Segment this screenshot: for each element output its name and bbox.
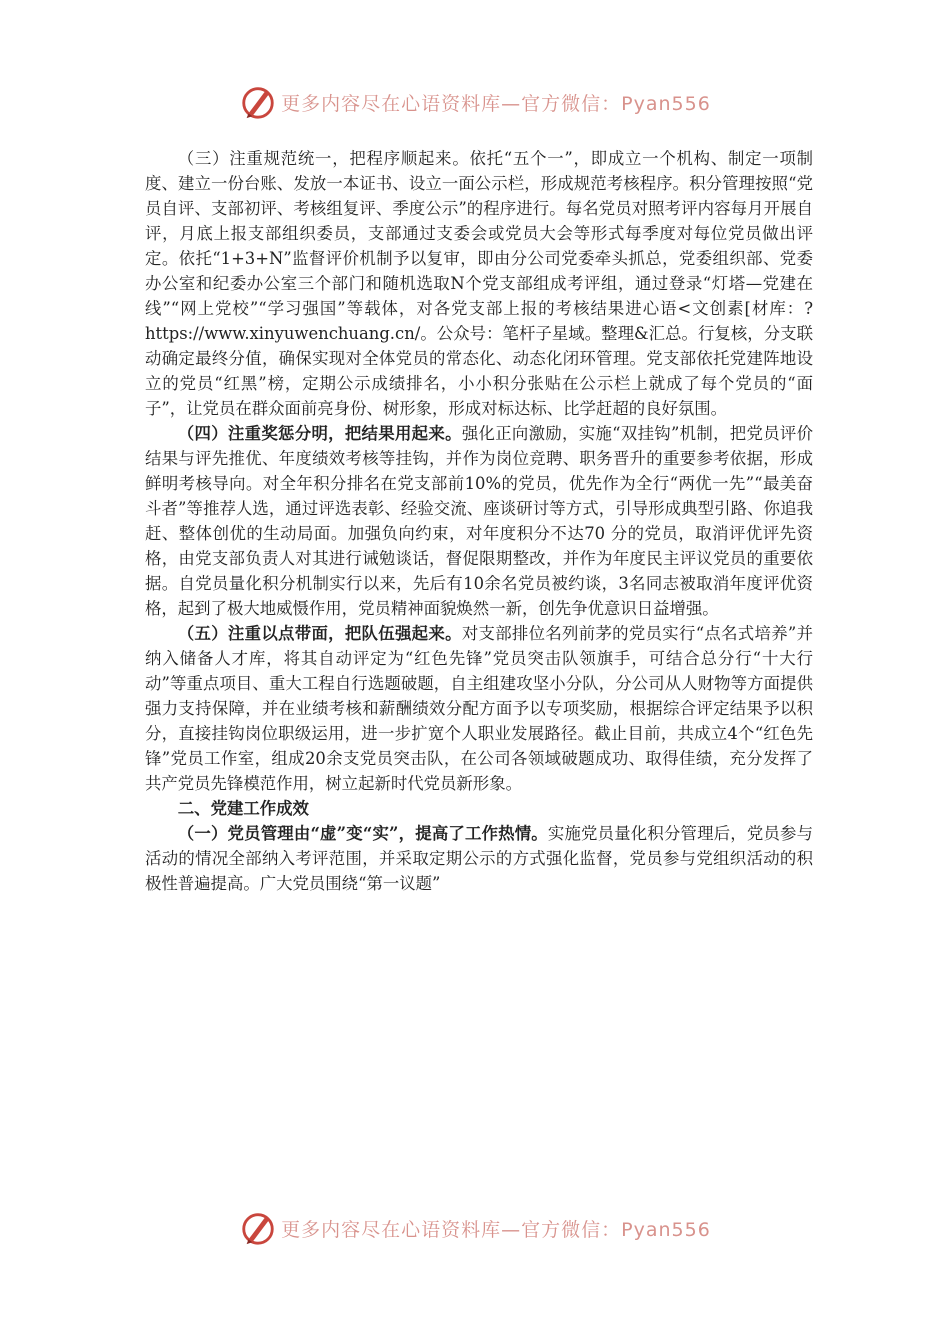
pen-logo-icon — [239, 83, 277, 121]
paragraph-lead: （五）注重以点带面，把队伍强起来。 — [177, 624, 462, 643]
paragraph-section-5 — [145, 621, 813, 796]
pen-logo-icon — [239, 1209, 277, 1247]
footer-banner — [0, 1208, 950, 1248]
paragraph-text: 实施党员量化积分管理后，党员参与活动的情况全部纳入考评范围，并采取定期公示的方式强化监督，党员参与党组织活动的积极性普遍提高。广大党员围绕“第一议题” — [145, 824, 813, 893]
footer-banner-text: 更多内容尽在心语资料库—官方微信：Pyan556 — [281, 1218, 711, 1241]
paragraph-text: （三）注重规范统一，把程序顺起来。依托“五个一”，即成立一个机构、制定一项制度、建立一份台账、发放一本证书、设立一面公示栏，形成规范考核程序。积分管理按照“党员自评、支部初评、考核组复评、季度公示”的程序进行。每名党员对照考评内容每月开展自评，月底上报支部组织委员，支部通过支委会或党员大会等形式每季度对每位党员做出评定。依托“1+3+N”监督评价机制予以复审，即由分公司党委牵头抓总，党委组织部、党委办公室和纪委办公室三个部门和随机选取N个党支部组成考评组，通过登录“灯塔—党建在线”“网上党校”“学习强国”等载体，对各党支部上报的考核结果进心语<文创素[材库：?https://www.xinyuwenchuang.cn/。公众号：笔杆子星域。整理&汇总。行复核，分支联动确定最终分值，确保实现对全体党员的常态化、动态化闭环管理。党支部依托党建阵地设立的党员“红黑”榜，定期公示成绩排名，小小积分张贴在公示栏上就成了每个党员的“面子”，让党员在群众面前亮身份、树形象，形成对标达标、比学赶超的良好氛围。 — [145, 149, 813, 418]
section-heading-2 — [145, 796, 813, 821]
paragraph-text: 对支部排位名列前茅的党员实行“点名式培养”并纳入储备人才库，将其自动评定为“红色先锋”党员突击队领旗手，可结合总分行“十大行动”等重点项目、重大工程自行选题破题，自主组建攻坚小分队，分公司从人财物等方面提供强力支持保障，并在业绩考核和薪酬绩效分配方面予以专项奖励，根据综合评定结果予以积分，直接挂钩岗位职级运用，进一步扩宽个人职业发展路径。截止目前，共成立4个“红色先锋”党员工作室，组成20余支党员突击队，在公司各领域破题成功、取得佳绩，充分发挥了共产党员先锋模范作用，树立起新时代党员新形象。 — [145, 624, 814, 793]
paragraph-lead: （四）注重奖惩分明，把结果用起来。 — [177, 424, 462, 443]
paragraph-text: 强化正向激励，实施“双挂钩”机制，把党员评价结果与评先推优、年度绩效考核等挂钩，并作为岗位竞聘、职务晋升的重要参考依据，形成鲜明考核导向。对全年积分排名在党支部前10%的党员，优先作为全行“两优一先”“最美奋斗者”等推荐人选，通过评选表彰、经验交流、座谈研讨等方式，引导形成典型引路、你追我赶、整体创优的生动局面。加强负向约束，对年度积分不达70 分的党员，取消评优评先资格，由党支部负责人对其进行诫勉谈话，督促限期整改，并作为年度民主评议党员的重要依据。自党员量化积分机制实行以来，先后有10余名党员被约谈，3名同志被取消年度评优资格，起到了极大地威慑作用，党员精神面貌焕然一新，创先争优意识日益增强。 — [145, 424, 814, 618]
header-banner — [0, 82, 950, 122]
paragraph-section-4 — [145, 421, 813, 621]
heading-text: 二、党建工作成效 — [177, 799, 309, 818]
paragraph-result-1 — [145, 821, 813, 896]
paragraph-lead: （一）党员管理由“虚”变“实”，提高了工作热情。 — [177, 824, 548, 843]
paragraph-section-3 — [145, 146, 813, 421]
document-body — [145, 146, 813, 896]
header-banner-text: 更多内容尽在心语资料库—官方微信：Pyan556 — [281, 92, 711, 115]
